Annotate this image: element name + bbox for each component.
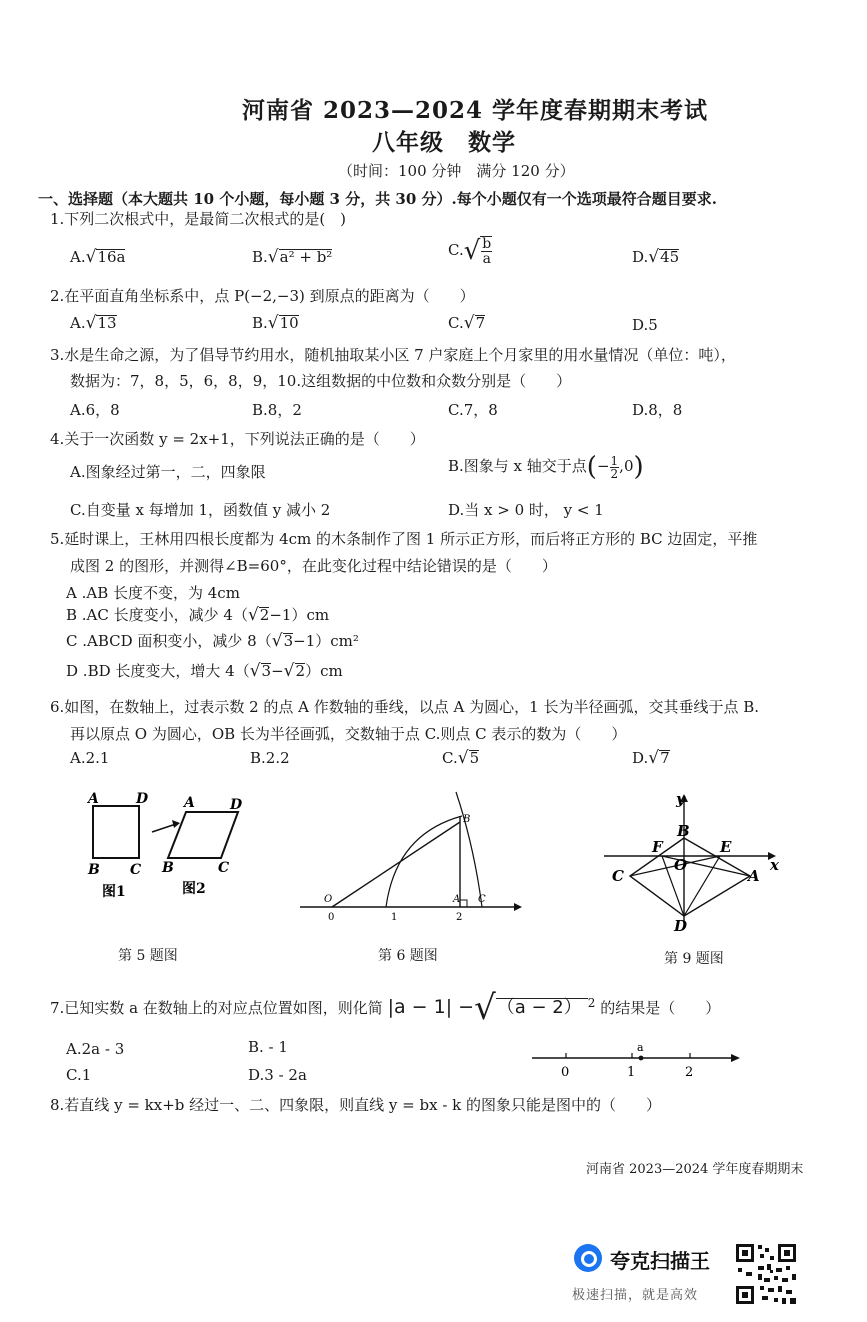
q6-option-c: [442, 748, 479, 768]
fig5-arrow-head: [172, 820, 180, 828]
figure-5-caption: 第 5 题图: [118, 948, 178, 964]
q6-c-prefix: C.: [442, 749, 458, 767]
fig5-label-b2: B: [162, 860, 174, 876]
q4-b-sign: −: [596, 457, 610, 475]
q7-abs-expression: |a − 1| −: [387, 996, 475, 1018]
sqrt-icon: √: [283, 661, 295, 681]
q5-option-c: [66, 630, 359, 651]
q8-stem: 8.若直线 y = kx+b 经过一、二、四象限，则直线 y = bx - k 的图象只能是图中的（ ）: [50, 1096, 662, 1114]
q1-answer-paren: ( ): [319, 210, 347, 228]
scanner-brand: 夸克扫描王: [610, 1249, 710, 1273]
exam-subtitle: 八年级 数学: [372, 129, 516, 156]
q4-b-fraction: [610, 455, 620, 480]
fig5-label-fig1: 图1: [102, 884, 126, 900]
q5-option-b: [66, 604, 329, 625]
figure-5-diagram: [80, 786, 260, 906]
q5-c-suffix: −1）cm²: [293, 632, 359, 650]
q5-option-d: [66, 660, 343, 681]
fig9-label-y: y: [676, 790, 685, 808]
fig5-rhombus: [168, 812, 238, 858]
q7-label-a: a: [637, 1041, 644, 1054]
sqrt-icon: √: [267, 247, 279, 267]
fig9-rhombus: [630, 838, 750, 916]
q5-line1: 5.延时课上，王林用四根长度都为 4cm 的木条制作了图 1 所示正方形，而后将正方形的 BC 边固定，平推: [50, 530, 758, 548]
q4-stem: 4.关于一次函数 y = 2x+1，下列说法正确的是（ ）: [50, 430, 425, 448]
q3-line2: 数据为：7，8，5，6，8，9，10.这组数据的中位数和众数分别是（ ）: [70, 372, 572, 390]
q7-option-a: A.2a - 3: [66, 1040, 125, 1058]
q5-d-radicand-1: 3: [261, 662, 272, 680]
q6-d-radicand: 7: [660, 749, 670, 767]
sqrt-icon: √: [648, 247, 660, 267]
fig6-tick-0: 0: [328, 912, 335, 923]
q2-a-radicand: 13: [97, 314, 117, 332]
q1-option-c: [448, 236, 492, 266]
q6-option-d: [632, 748, 670, 768]
q1-stem: [50, 208, 346, 229]
q1-d-prefix: D.: [632, 248, 649, 266]
fig5-label-d1: D: [136, 791, 149, 807]
sqrt-icon: √: [457, 748, 469, 768]
q7-option-c: C.1: [66, 1066, 92, 1084]
fig5-arrow: [152, 824, 176, 832]
q6-option-a: A.2.1: [70, 749, 110, 767]
fig9-label-x: x: [770, 856, 779, 874]
q5-b-prefix: B .AC 长度变小，减少 4（: [66, 606, 248, 624]
q6-c-radicand: 5: [469, 749, 480, 767]
q7-option-b: B. - 1: [248, 1038, 288, 1056]
q7-option-d: D.3 - 2a: [248, 1066, 307, 1084]
exam-title: 河南省 2023—2024 学年度春期期末考试: [242, 97, 709, 124]
q5-option-a: A .AB 长度不变，为 4cm: [66, 584, 240, 602]
q6-line2: 再以原点 O 为圆心，OB 长为半径画弧，交数轴于点 C.则点 C 表示的数为（ ）: [70, 725, 627, 743]
scanner-watermark: [572, 1240, 862, 1312]
fig9-label-e: E: [720, 838, 732, 856]
q7-label-0: 0: [561, 1065, 570, 1080]
fig9-label-a: A: [748, 867, 760, 885]
fig6-label-o: O: [324, 894, 333, 905]
exam-time-info: （时间：100 分钟 满分 120 分）: [338, 162, 575, 180]
q5-d-minus: −: [271, 662, 284, 680]
sqrt-icon: √: [648, 748, 660, 768]
fig5-label-a1: A: [88, 791, 99, 807]
q1-c-fraction: [480, 236, 492, 266]
fig9-label-o: O: [674, 856, 688, 874]
q1-c-prefix: C.: [448, 241, 464, 259]
sqrt-icon: √: [463, 236, 481, 266]
section-heading: 一、选择题（本大题共 10 个小题，每小题 3 分，共 30 分）.每个小题仅有一个选项最符合题目要求.: [38, 190, 717, 208]
q2-c-prefix: C.: [448, 314, 464, 332]
q1-d-radicand: 45: [660, 248, 680, 266]
sqrt-icon: √: [271, 631, 283, 651]
fig9-label-d: D: [674, 917, 688, 935]
q7-tail: 的结果是（ ）: [600, 999, 721, 1017]
sqrt-icon: √: [474, 988, 496, 1028]
q4-option-b: [448, 452, 644, 482]
q1-c-denominator: a: [482, 251, 491, 267]
q7-label-2: 2: [685, 1065, 694, 1080]
fig5-label-c2: C: [218, 860, 230, 876]
q7-radicand: （a − 2）: [496, 998, 588, 1018]
q1-a-prefix: A.: [70, 248, 86, 266]
q6-option-b: B.2.2: [250, 749, 290, 767]
q4-option-d: D.当 x > 0 时， y < 1: [448, 501, 604, 519]
fig6-arc-small: [386, 816, 462, 907]
fig6-right-angle-mark: [460, 900, 467, 907]
q5-b-radicand: 2: [259, 606, 270, 624]
fig5-label-b1: B: [88, 862, 100, 878]
sqrt-icon: √: [85, 313, 97, 333]
fig6-label-c: C: [478, 894, 486, 905]
q5-c-prefix: C .ABCD 面积变小，减少 8（: [66, 632, 272, 650]
scanner-logo-icon: [574, 1244, 602, 1272]
q7-stem-text: 7.已知实数 a 在数轴上的对应点位置如图，则化简: [50, 999, 383, 1017]
fig6-tick-2: 2: [456, 912, 463, 923]
q2-a-prefix: A.: [70, 314, 86, 332]
q2-option-a: [70, 313, 117, 333]
q1-stem-text: 1.下列二次根式中，是最简二次根式的是: [50, 210, 320, 228]
q5-c-radicand: 3: [283, 632, 294, 650]
q6-line1: 6.如图，在数轴上，过表示数 2 的点 A 作数轴的垂线，以点 A 为圆心，1 长为半径画弧，交其垂线于点 B.: [50, 698, 760, 716]
q1-b-prefix: B.: [252, 248, 268, 266]
fig6-label-a: A: [453, 894, 461, 905]
q3-line1: 3.水是生命之源，为了倡导节约用水，随机抽取某小区 7 户家庭上个月家里的用水量情况（单位：吨），: [50, 346, 736, 364]
fig6-tick-1: 1: [391, 912, 398, 923]
fig5-label-a2: A: [184, 795, 195, 811]
q1-option-b: [252, 247, 332, 267]
q2-b-prefix: B.: [252, 314, 268, 332]
sqrt-icon: √: [267, 313, 279, 333]
fig9-label-f: F: [652, 838, 663, 856]
q2-b-radicand: 10: [279, 314, 299, 332]
q2-option-b: [252, 313, 299, 333]
sqrt-icon: √: [463, 313, 475, 333]
q2-option-d: D.5: [632, 316, 658, 334]
q4-b-denominator: 2: [610, 466, 619, 481]
q1-a-radicand: 16a: [97, 248, 126, 266]
left-paren-icon: (: [586, 452, 597, 482]
q7-point-a: [639, 1056, 644, 1061]
q5-d-radicand-2: 2: [295, 662, 306, 680]
sqrt-icon: √: [249, 661, 261, 681]
fig5-square: [93, 806, 139, 858]
footer-running-title: 河南省 2023—2024 学年度春期期末: [586, 1162, 804, 1177]
figure-9-diagram: [600, 786, 790, 936]
q5-d-suffix: ）cm: [305, 662, 343, 680]
q3-option-a: A.6，8: [70, 401, 120, 419]
figure-9-caption: 第 9 题图: [664, 951, 724, 967]
fig5-label-d2: D: [230, 797, 243, 813]
figure-6-caption: 第 6 题图: [378, 948, 438, 964]
right-paren-icon: ): [633, 452, 644, 482]
q4-b-tail: ,0: [619, 457, 634, 475]
q4-option-a: A.图象经过第一，二，四象限: [70, 463, 266, 481]
q3-option-c: C.7，8: [448, 401, 498, 419]
q7-axis-arrow: [731, 1054, 740, 1062]
q4-option-c: C.自变量 x 每增加 1，函数值 y 减小 2: [70, 501, 331, 519]
q7-number-line: [528, 1038, 748, 1082]
fig6-segment-ob: [332, 822, 460, 907]
q1-option-d: [632, 247, 679, 267]
fig9-label-c: C: [612, 867, 624, 885]
q3-option-b: B.8，2: [252, 401, 302, 419]
q2-stem: 2.在平面直角坐标系中，点 P(−2,−3) 到原点的距离为（ ）: [50, 287, 475, 305]
q1-b-radicand: a² + b²: [279, 248, 333, 266]
fig9-label-b: B: [677, 822, 690, 840]
figure-6-diagram: [296, 786, 526, 926]
q7-stem: [50, 988, 720, 1028]
fig5-label-c1: C: [130, 862, 142, 878]
qr-code-icon: [734, 1242, 798, 1306]
q7-exponent: 2: [587, 996, 596, 1010]
q5-d-prefix: D .BD 长度变大，增大 4（: [66, 662, 250, 680]
scanner-slogan: 极速扫描，就是高效: [572, 1288, 699, 1303]
q5-line2: 成图 2 的图形，并测得∠B=60°，在此变化过程中结论错误的是（ ）: [70, 557, 557, 575]
fig6-axis-arrow: [514, 903, 522, 911]
q1-c-numerator: b: [482, 236, 492, 252]
q1-option-a: [70, 247, 125, 267]
q6-d-prefix: D.: [632, 749, 649, 767]
q2-option-c: [448, 313, 485, 333]
sqrt-icon: √: [85, 247, 97, 267]
q2-c-radicand: 7: [475, 314, 486, 332]
q4-b-prefix: B.图象与 x 轴交于点: [448, 457, 587, 475]
fig5-label-fig2: 图2: [182, 881, 206, 897]
q7-label-1: 1: [627, 1065, 636, 1080]
q4-b-numerator: 1: [610, 453, 619, 468]
q3-option-d: D.8，8: [632, 401, 683, 419]
sqrt-icon: √: [247, 605, 259, 625]
fig6-label-b: B: [463, 814, 471, 825]
q5-b-suffix: −1）cm: [269, 606, 330, 624]
